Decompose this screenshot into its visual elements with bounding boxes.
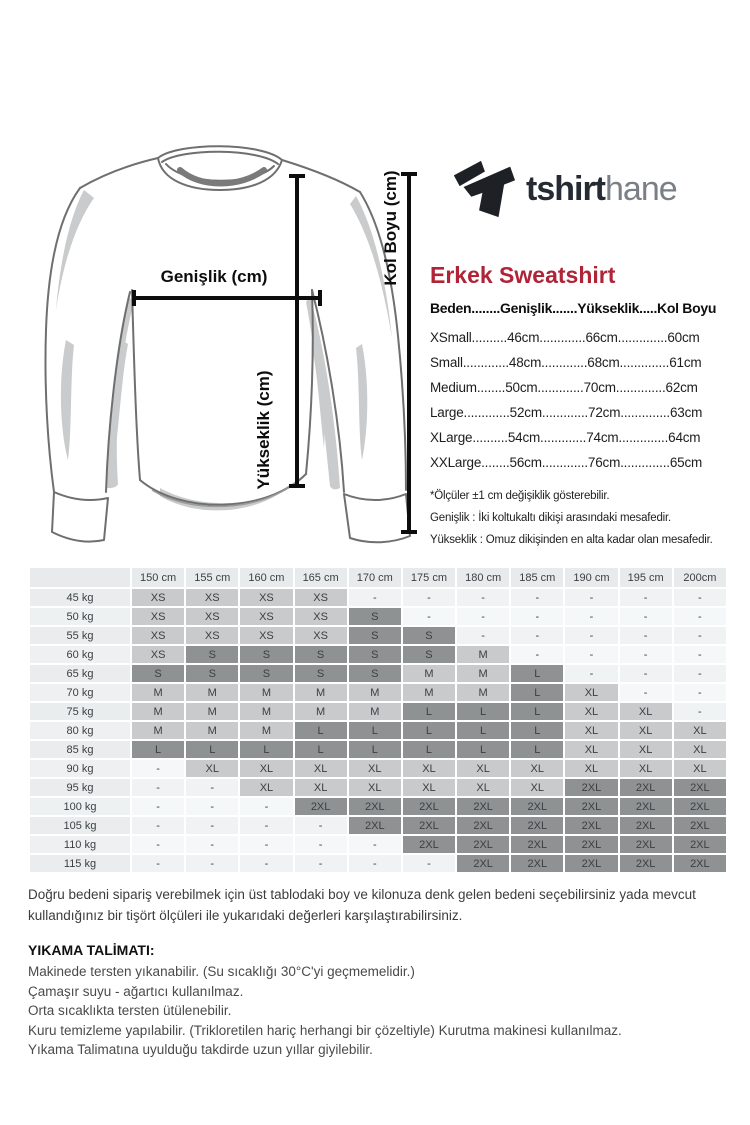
matrix-cell: M bbox=[240, 722, 292, 739]
matrix-cell: S bbox=[403, 646, 455, 663]
matrix-cell: 2XL bbox=[620, 779, 672, 796]
matrix-cell: L bbox=[132, 741, 184, 758]
matrix-cell: 2XL bbox=[674, 855, 726, 872]
size-note-tolerance: *Ölçüler ±1 cm değişiklik gösterebilir. bbox=[430, 490, 610, 502]
matrix-cell: - bbox=[403, 589, 455, 606]
matrix-cell: M bbox=[240, 703, 292, 720]
matrix-col-header: 175 cm bbox=[403, 568, 455, 587]
matrix-cell: 2XL bbox=[620, 817, 672, 834]
matrix-cell: - bbox=[565, 608, 617, 625]
size-notes bbox=[430, 485, 713, 551]
matrix-cell: - bbox=[457, 589, 509, 606]
matrix-cell: - bbox=[349, 855, 401, 872]
matrix-cell: - bbox=[565, 665, 617, 682]
matrix-cell: L bbox=[295, 722, 347, 739]
matrix-cell: - bbox=[240, 836, 292, 853]
matrix-cell: - bbox=[620, 589, 672, 606]
matrix-cell: - bbox=[674, 646, 726, 663]
matrix-cell: XL bbox=[565, 760, 617, 777]
matrix-cell: 2XL bbox=[674, 836, 726, 853]
matrix-row bbox=[30, 855, 726, 872]
sweatshirt-measurement-diagram bbox=[10, 140, 420, 552]
matrix-cell: XL bbox=[565, 722, 617, 739]
matrix-cell: S bbox=[349, 665, 401, 682]
sizing-help-paragraph: Doğru bedeni sipariş verebilmek için üst tablodaki boy ve kilonuza denk gelen bedeni seçebilirsiniz yada mevcut kullandığınız bir tişört ölçüleri ile yukarıdaki değerleri karşılaştırabilirsiniz. bbox=[28, 887, 696, 923]
matrix-cell: XS bbox=[186, 627, 238, 644]
matrix-cell: M bbox=[457, 665, 509, 682]
matrix-row-label: 95 kg bbox=[30, 779, 130, 796]
matrix-cell: XS bbox=[132, 646, 184, 663]
matrix-cell: L bbox=[511, 703, 563, 720]
brand-logo bbox=[448, 154, 677, 224]
matrix-col-header: 180 cm bbox=[457, 568, 509, 587]
matrix-cell: - bbox=[403, 855, 455, 872]
matrix-row bbox=[30, 627, 726, 644]
matrix-row-label: 85 kg bbox=[30, 741, 130, 758]
size-matrix-table bbox=[28, 566, 728, 874]
matrix-cell: - bbox=[240, 798, 292, 815]
matrix-cell: M bbox=[349, 684, 401, 701]
matrix-cell: XL bbox=[620, 722, 672, 739]
matrix-cell: - bbox=[132, 817, 184, 834]
matrix-cell: M bbox=[457, 646, 509, 663]
height-weight-size-matrix bbox=[28, 566, 728, 874]
footer-text-block bbox=[28, 884, 730, 1060]
matrix-cell: - bbox=[132, 779, 184, 796]
matrix-col-header: 190 cm bbox=[565, 568, 617, 587]
matrix-cell: - bbox=[674, 608, 726, 625]
matrix-cell: XL bbox=[620, 760, 672, 777]
matrix-cell: 2XL bbox=[457, 798, 509, 815]
matrix-cell: 2XL bbox=[403, 817, 455, 834]
matrix-cell: - bbox=[295, 817, 347, 834]
size-row-large: Large.............52cm.............72cm..............63cm bbox=[430, 405, 703, 420]
matrix-cell: L bbox=[403, 703, 455, 720]
matrix-row bbox=[30, 665, 726, 682]
matrix-row-label: 50 kg bbox=[30, 608, 130, 625]
matrix-cell: 2XL bbox=[295, 798, 347, 815]
width-measure-label: Genişlik (cm) bbox=[160, 267, 268, 286]
matrix-cell: - bbox=[132, 760, 184, 777]
matrix-cell: S bbox=[132, 665, 184, 682]
matrix-cell: XS bbox=[240, 589, 292, 606]
matrix-cell: M bbox=[186, 703, 238, 720]
matrix-cell: S bbox=[403, 627, 455, 644]
matrix-cell: - bbox=[511, 608, 563, 625]
matrix-cell: XS bbox=[295, 589, 347, 606]
matrix-cell: XL bbox=[186, 760, 238, 777]
matrix-cell: - bbox=[295, 855, 347, 872]
matrix-cell: - bbox=[295, 836, 347, 853]
matrix-cell: XS bbox=[295, 608, 347, 625]
matrix-cell: XL bbox=[565, 741, 617, 758]
matrix-cell: XL bbox=[295, 779, 347, 796]
matrix-row bbox=[30, 608, 726, 625]
matrix-cell: 2XL bbox=[674, 817, 726, 834]
matrix-row bbox=[30, 589, 726, 606]
matrix-row-label: 45 kg bbox=[30, 589, 130, 606]
wash-line-dryclean: Kuru temizleme yapılabilir. (Trikloretilen hariç herhangi bir çözeltiyle) Kurutma makinesi kullanılmaz. bbox=[28, 1022, 622, 1038]
matrix-row-label: 110 kg bbox=[30, 836, 130, 853]
matrix-cell: 2XL bbox=[565, 817, 617, 834]
matrix-cell: XL bbox=[295, 760, 347, 777]
matrix-cell: - bbox=[511, 646, 563, 663]
matrix-cell: 2XL bbox=[457, 836, 509, 853]
matrix-cell: 2XL bbox=[565, 836, 617, 853]
matrix-cell: XS bbox=[132, 627, 184, 644]
matrix-row bbox=[30, 646, 726, 663]
matrix-cell: S bbox=[240, 646, 292, 663]
matrix-cell: 2XL bbox=[457, 855, 509, 872]
matrix-cell: XL bbox=[349, 779, 401, 796]
matrix-cell: - bbox=[457, 608, 509, 625]
size-row-small: Small.............48cm.............68cm..............61cm bbox=[430, 355, 702, 370]
wash-line-machine: Makinede tersten yıkanabilir. (Su sıcaklığı 30°C'yi geçmemelidir.) bbox=[28, 964, 415, 979]
matrix-row-label: 115 kg bbox=[30, 855, 130, 872]
matrix-cell: 2XL bbox=[674, 798, 726, 815]
matrix-row-label: 70 kg bbox=[30, 684, 130, 701]
matrix-col-header: 160 cm bbox=[240, 568, 292, 587]
matrix-cell: L bbox=[240, 741, 292, 758]
matrix-cell: - bbox=[186, 779, 238, 796]
matrix-cell: L bbox=[403, 741, 455, 758]
matrix-cell: - bbox=[457, 627, 509, 644]
matrix-cell: 2XL bbox=[349, 817, 401, 834]
matrix-col-header: 185 cm bbox=[511, 568, 563, 587]
matrix-cell: L bbox=[403, 722, 455, 739]
size-note-width: Genişlik : İki koltukaltı dikişi arasındaki mesafedir. bbox=[430, 512, 672, 524]
size-row-xsmall: XSmall..........46cm.............66cm..............60cm bbox=[430, 330, 700, 345]
matrix-cell: M bbox=[349, 703, 401, 720]
matrix-cell: - bbox=[240, 817, 292, 834]
size-note-height: Yükseklik : Omuz dikişinden en alta kadar olan mesafedir. bbox=[430, 534, 713, 546]
matrix-row-label: 75 kg bbox=[30, 703, 130, 720]
matrix-cell: - bbox=[132, 855, 184, 872]
matrix-cell: L bbox=[511, 684, 563, 701]
matrix-cell: - bbox=[186, 836, 238, 853]
matrix-cell: S bbox=[295, 665, 347, 682]
collar-rib-shadow bbox=[180, 170, 264, 184]
size-table-header: Beden........Genişlik.......Yükseklik.....Kol Boyu bbox=[430, 300, 717, 316]
matrix-cell: XS bbox=[240, 627, 292, 644]
matrix-corner-cell bbox=[30, 568, 130, 587]
size-row-xxlarge: XXLarge........56cm.............76cm..............65cm bbox=[430, 455, 703, 470]
matrix-cell: XL bbox=[565, 684, 617, 701]
matrix-cell: XS bbox=[295, 627, 347, 644]
matrix-cell: XS bbox=[132, 589, 184, 606]
matrix-row bbox=[30, 798, 726, 815]
matrix-row-label: 60 kg bbox=[30, 646, 130, 663]
matrix-cell: 2XL bbox=[511, 798, 563, 815]
matrix-cell: - bbox=[349, 836, 401, 853]
matrix-cell: M bbox=[132, 703, 184, 720]
sleeve-measure-label: Kol Boyu (cm) bbox=[381, 170, 400, 286]
size-row-xlarge: XLarge..........54cm.............74cm..............64cm bbox=[430, 430, 701, 445]
matrix-cell: M bbox=[295, 684, 347, 701]
matrix-cell: - bbox=[620, 646, 672, 663]
matrix-col-header: 165 cm bbox=[295, 568, 347, 587]
matrix-cell: - bbox=[674, 665, 726, 682]
wash-line-iron: Orta sıcaklıkta tersten ütülenebilir. bbox=[28, 1003, 232, 1018]
matrix-cell: M bbox=[295, 703, 347, 720]
matrix-cell: XS bbox=[240, 608, 292, 625]
matrix-cell: - bbox=[132, 798, 184, 815]
matrix-row bbox=[30, 703, 726, 720]
matrix-cell: M bbox=[240, 684, 292, 701]
matrix-cell: 2XL bbox=[620, 836, 672, 853]
matrix-cell: XS bbox=[132, 608, 184, 625]
matrix-cell: XL bbox=[403, 760, 455, 777]
matrix-cell: - bbox=[186, 798, 238, 815]
matrix-cell: XL bbox=[457, 779, 509, 796]
matrix-cell: - bbox=[620, 627, 672, 644]
matrix-row bbox=[30, 779, 726, 796]
matrix-cell: S bbox=[295, 646, 347, 663]
matrix-cell: L bbox=[186, 741, 238, 758]
matrix-cell: M bbox=[186, 722, 238, 739]
matrix-cell: XL bbox=[620, 741, 672, 758]
tshirthane-logo-icon bbox=[448, 154, 516, 224]
matrix-cell: 2XL bbox=[511, 836, 563, 853]
matrix-cell: M bbox=[403, 684, 455, 701]
matrix-cell: XL bbox=[674, 722, 726, 739]
matrix-cell: - bbox=[674, 684, 726, 701]
matrix-cell: - bbox=[620, 665, 672, 682]
matrix-cell: M bbox=[457, 684, 509, 701]
matrix-col-header: 170 cm bbox=[349, 568, 401, 587]
matrix-cell: M bbox=[403, 665, 455, 682]
matrix-cell: 2XL bbox=[674, 779, 726, 796]
matrix-cell: S bbox=[186, 665, 238, 682]
matrix-cell: XL bbox=[674, 760, 726, 777]
matrix-col-header: 150 cm bbox=[132, 568, 184, 587]
matrix-row-label: 65 kg bbox=[30, 665, 130, 682]
matrix-cell: L bbox=[511, 741, 563, 758]
matrix-row bbox=[30, 760, 726, 777]
matrix-cell: 2XL bbox=[457, 817, 509, 834]
matrix-cell: L bbox=[457, 703, 509, 720]
height-measure-label: Yükseklik (cm) bbox=[254, 370, 273, 490]
matrix-cell: S bbox=[186, 646, 238, 663]
matrix-cell: L bbox=[457, 741, 509, 758]
matrix-cell: XL bbox=[457, 760, 509, 777]
matrix-cell: L bbox=[295, 741, 347, 758]
matrix-cell: 2XL bbox=[349, 798, 401, 815]
matrix-cell: XS bbox=[186, 589, 238, 606]
matrix-cell: XL bbox=[511, 779, 563, 796]
brand-wordmark-light: hane bbox=[605, 169, 677, 208]
matrix-cell: 2XL bbox=[565, 779, 617, 796]
matrix-cell: - bbox=[186, 817, 238, 834]
brand-wordmark-bold: tshirt bbox=[526, 169, 605, 208]
matrix-row bbox=[30, 741, 726, 758]
matrix-col-header: 195 cm bbox=[620, 568, 672, 587]
matrix-cell: L bbox=[457, 722, 509, 739]
matrix-cell: XL bbox=[565, 703, 617, 720]
matrix-row bbox=[30, 836, 726, 853]
matrix-cell: 2XL bbox=[511, 817, 563, 834]
matrix-cell: L bbox=[349, 722, 401, 739]
brand-wordmark bbox=[526, 170, 677, 209]
matrix-cell: 2XL bbox=[565, 855, 617, 872]
matrix-cell: M bbox=[132, 684, 184, 701]
matrix-row-label: 90 kg bbox=[30, 760, 130, 777]
matrix-cell: S bbox=[240, 665, 292, 682]
size-table-rows bbox=[430, 325, 702, 475]
matrix-cell: - bbox=[240, 855, 292, 872]
matrix-col-header: 200cm bbox=[674, 568, 726, 587]
wash-line-bleach: Çamaşır suyu - ağartıcı kullanılmaz. bbox=[28, 983, 244, 999]
matrix-cell: M bbox=[132, 722, 184, 739]
matrix-row bbox=[30, 722, 726, 739]
matrix-cell: - bbox=[620, 608, 672, 625]
matrix-cell: S bbox=[349, 608, 401, 625]
matrix-cell: - bbox=[349, 589, 401, 606]
matrix-cell: - bbox=[674, 703, 726, 720]
wash-instructions-title: YIKAMA TALİMATI: bbox=[28, 942, 155, 958]
product-title: Erkek Sweatshirt bbox=[430, 262, 616, 288]
matrix-cell: - bbox=[565, 627, 617, 644]
matrix-cell: - bbox=[132, 836, 184, 853]
matrix-cell: S bbox=[349, 646, 401, 663]
matrix-cell: - bbox=[186, 855, 238, 872]
matrix-row bbox=[30, 684, 726, 701]
wash-line-longevity: Yıkama Talimatına uyulduğu takdirde uzun yıllar giyilebilir. bbox=[28, 1042, 373, 1057]
matrix-cell: - bbox=[403, 608, 455, 625]
matrix-cell: - bbox=[620, 684, 672, 701]
matrix-row-label: 55 kg bbox=[30, 627, 130, 644]
matrix-cell: XL bbox=[511, 760, 563, 777]
matrix-cell: - bbox=[511, 627, 563, 644]
matrix-cell: L bbox=[511, 665, 563, 682]
matrix-cell: - bbox=[674, 589, 726, 606]
matrix-row-label: 100 kg bbox=[30, 798, 130, 815]
sweatshirt-drawing bbox=[10, 140, 420, 552]
matrix-cell: XL bbox=[620, 703, 672, 720]
matrix-cell: XL bbox=[240, 779, 292, 796]
matrix-cell: XS bbox=[186, 608, 238, 625]
matrix-cell: M bbox=[186, 684, 238, 701]
matrix-cell: - bbox=[565, 646, 617, 663]
matrix-cell: - bbox=[674, 627, 726, 644]
size-row-medium: Medium........50cm.............70cm..............62cm bbox=[430, 380, 698, 395]
matrix-row-label: 80 kg bbox=[30, 722, 130, 739]
matrix-cell: 2XL bbox=[403, 836, 455, 853]
matrix-cell: 2XL bbox=[565, 798, 617, 815]
matrix-cell: 2XL bbox=[620, 798, 672, 815]
matrix-cell: L bbox=[349, 741, 401, 758]
matrix-cell: XL bbox=[674, 741, 726, 758]
matrix-cell: XL bbox=[240, 760, 292, 777]
matrix-row bbox=[30, 817, 726, 834]
matrix-cell: 2XL bbox=[511, 855, 563, 872]
matrix-cell: XL bbox=[349, 760, 401, 777]
matrix-col-header: 155 cm bbox=[186, 568, 238, 587]
measurement-lines bbox=[134, 174, 417, 532]
matrix-cell: S bbox=[349, 627, 401, 644]
matrix-row-label: 105 kg bbox=[30, 817, 130, 834]
matrix-cell: 2XL bbox=[620, 855, 672, 872]
matrix-cell: - bbox=[511, 589, 563, 606]
matrix-cell: - bbox=[565, 589, 617, 606]
matrix-cell: L bbox=[511, 722, 563, 739]
matrix-cell: 2XL bbox=[403, 798, 455, 815]
matrix-cell: XL bbox=[403, 779, 455, 796]
